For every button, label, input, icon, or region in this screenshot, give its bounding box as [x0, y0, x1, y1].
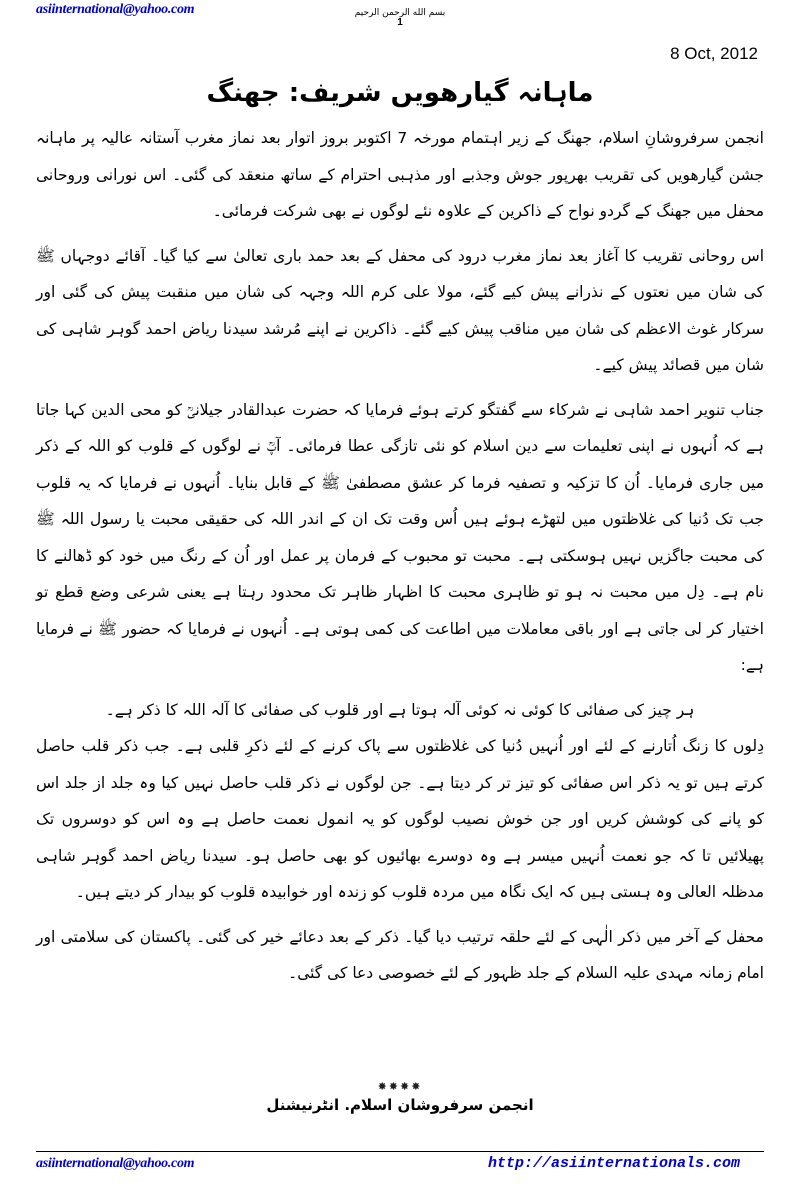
paragraph-program: اس روحانی تقریب کا آغاز بعد نماز مغرب درود کی محفل کے بعد حمد باری تعالیٰ سے کیا گیا۔ آقائے دوجہاں ﷺ کی شان میں نعتوں کے نذرانے پیش کیے گئے، مولا علی کرم اللہ وجہہ کی شان میں منقبت پیش کی گئی اور سرکار غوث الاعظم کی شان میں مناقب پیش کیے گئے۔ ذاکرین نے اپنے مُرشد سیدنا ریاض احمد گوہر شاہی کی شان میں قصائد پیش کیے۔ — [36, 246, 764, 374]
paragraph-intro: انجمن سرفروشانِ اسلام، جھنگ کے زیر اہتمام مورخہ 7 اکتوبر بروز اتوار بعد نماز مغرب آستانہ عالیہ پر ماہانہ جشن گیارھویں کی تقریب بھرپور جوش وجذبے اور مذہبی احترام کے ساتھ منعقد کی گئی۔ اس نورانی وروحانی محفل میں جھنگ کے گردو نواح کے ذاکرین کے علاوہ نئے لوگوں نے بھی شرکت فرمائی۔ — [36, 129, 764, 220]
footer-website-link[interactable]: http://asiinternationals.com — [488, 1155, 741, 1172]
hadith-quote: ہر چیز کی صفائی کا کوئی نہ کوئی آلہ ہوتا ہے اور قلوب کی صفائی کا آلہ اللہ کا ذکر ہے۔ — [105, 700, 695, 719]
paragraph-closing: محفل کے آخر میں ذکر الٰہی کے لئے حلقہ ترتیب دیا گیا۔ ذکر کے بعد دعائے خیر کی گئی۔ پاکستان کی سلامتی اور امام زمانہ مہدی علیہ السلام کے جلد ظہور کے لئے خصوصی دعا کی گئی۔ — [36, 927, 764, 982]
footer-divider — [36, 1151, 764, 1152]
header-email-link[interactable]: asiinternational@yahoo.com — [36, 2, 195, 17]
footer-email-link[interactable]: asiinternational@yahoo.com — [36, 1156, 195, 1171]
star-ornament-icon: ✸✸✸✸ — [377, 1080, 423, 1093]
article-body — [36, 120, 764, 1000]
page-number: 1 — [397, 17, 403, 28]
bismillah-heading: بسم الله الرحمن الرحیم — [354, 8, 446, 18]
organization-signature: انجمن سرفروشان اسلام. انٹرنیشنل — [266, 1096, 534, 1114]
paragraph-zikr: دِلوں کا زنگ اُتارنے کے لئے اور اُنہیں دُنیا کی غلاظتوں سے پاک کرنے کے لئے ذکرِ قلبی ہے۔ جب ذکر قلب حاصل کرتے ہیں تو یہ ذکر اس صفائی کو تیز تر کر دیتا ہے۔ جن لوگوں نے ذکر قلب حاصل نہیں کیا وہ جلد از جلد اس کو پانے کی کوشش کریں اور جن خوش نصیب لوگوں کو یہ انمول نعمت حاصل ہے وہ اس کو دوسروں تک پھیلائیں تا کہ جو نعمت اُنہیں میسر ہے وہ دوسرے بھائیوں کو بھی حاصل ہو۔ سیدنا ریاض احمد گوہر شاہی مدظلہ العالی وہ ہستی ہیں کہ ایک نگاہ میں مردہ قلوب کو زندہ اور خوابیدہ قلوب کو بیدار کر دیتے ہیں۔ — [36, 737, 764, 901]
article-date: 8 Oct, 2012 — [670, 44, 758, 63]
article-title: ماہانہ گیارھویں شریف: جھنگ — [206, 78, 594, 109]
paragraph-speech: جناب تنویر احمد شاہی نے شرکاء سے گفتگو کرتے ہوئے فرمایا کہ حضرت عبدالقادر جیلانیؒ کو محی الدین کہا جاتا ہے کہ اُنہوں نے اپنی تعلیمات سے دین اسلام کو نئی تازگی عطا فرمائی۔ آپؒ نے لوگوں کے قلوب کو اللہ کے ذکر میں جاری فرمایا۔ اُن کا تزکیہ و تصفیہ فرما کر عشق مصطفیٰ ﷺ کے قابل بنایا۔ اُنہوں نے فرمایا کہ یہ قلوب جب تک دُنیا کی غلاظتوں میں لتھڑے ہوئے ہیں اُس وقت تک ان کے اندر اللہ کی حقیقی محبت یا رسول اللہ ﷺ کی محبت جاگزیں نہیں ہوسکتی ہے۔ محبت تو محبوب کے فرمان پر عمل اور اُن کے رنگ میں خود کو ڈھالنے کا نام ہے۔ دِل میں محبت نہ ہو تو ظاہری محبت کا اظہار ظاہر تک محدود رہتا ہے یعنی شرعی وضع قطع تو اختیار کر لی جاتی ہے اور باقی معاملات میں اطاعت کی کمی ہوتی ہے۔ اُنہوں نے فرمایا کہ حضور ﷺ نے فرمایا ہے: — [36, 400, 764, 674]
